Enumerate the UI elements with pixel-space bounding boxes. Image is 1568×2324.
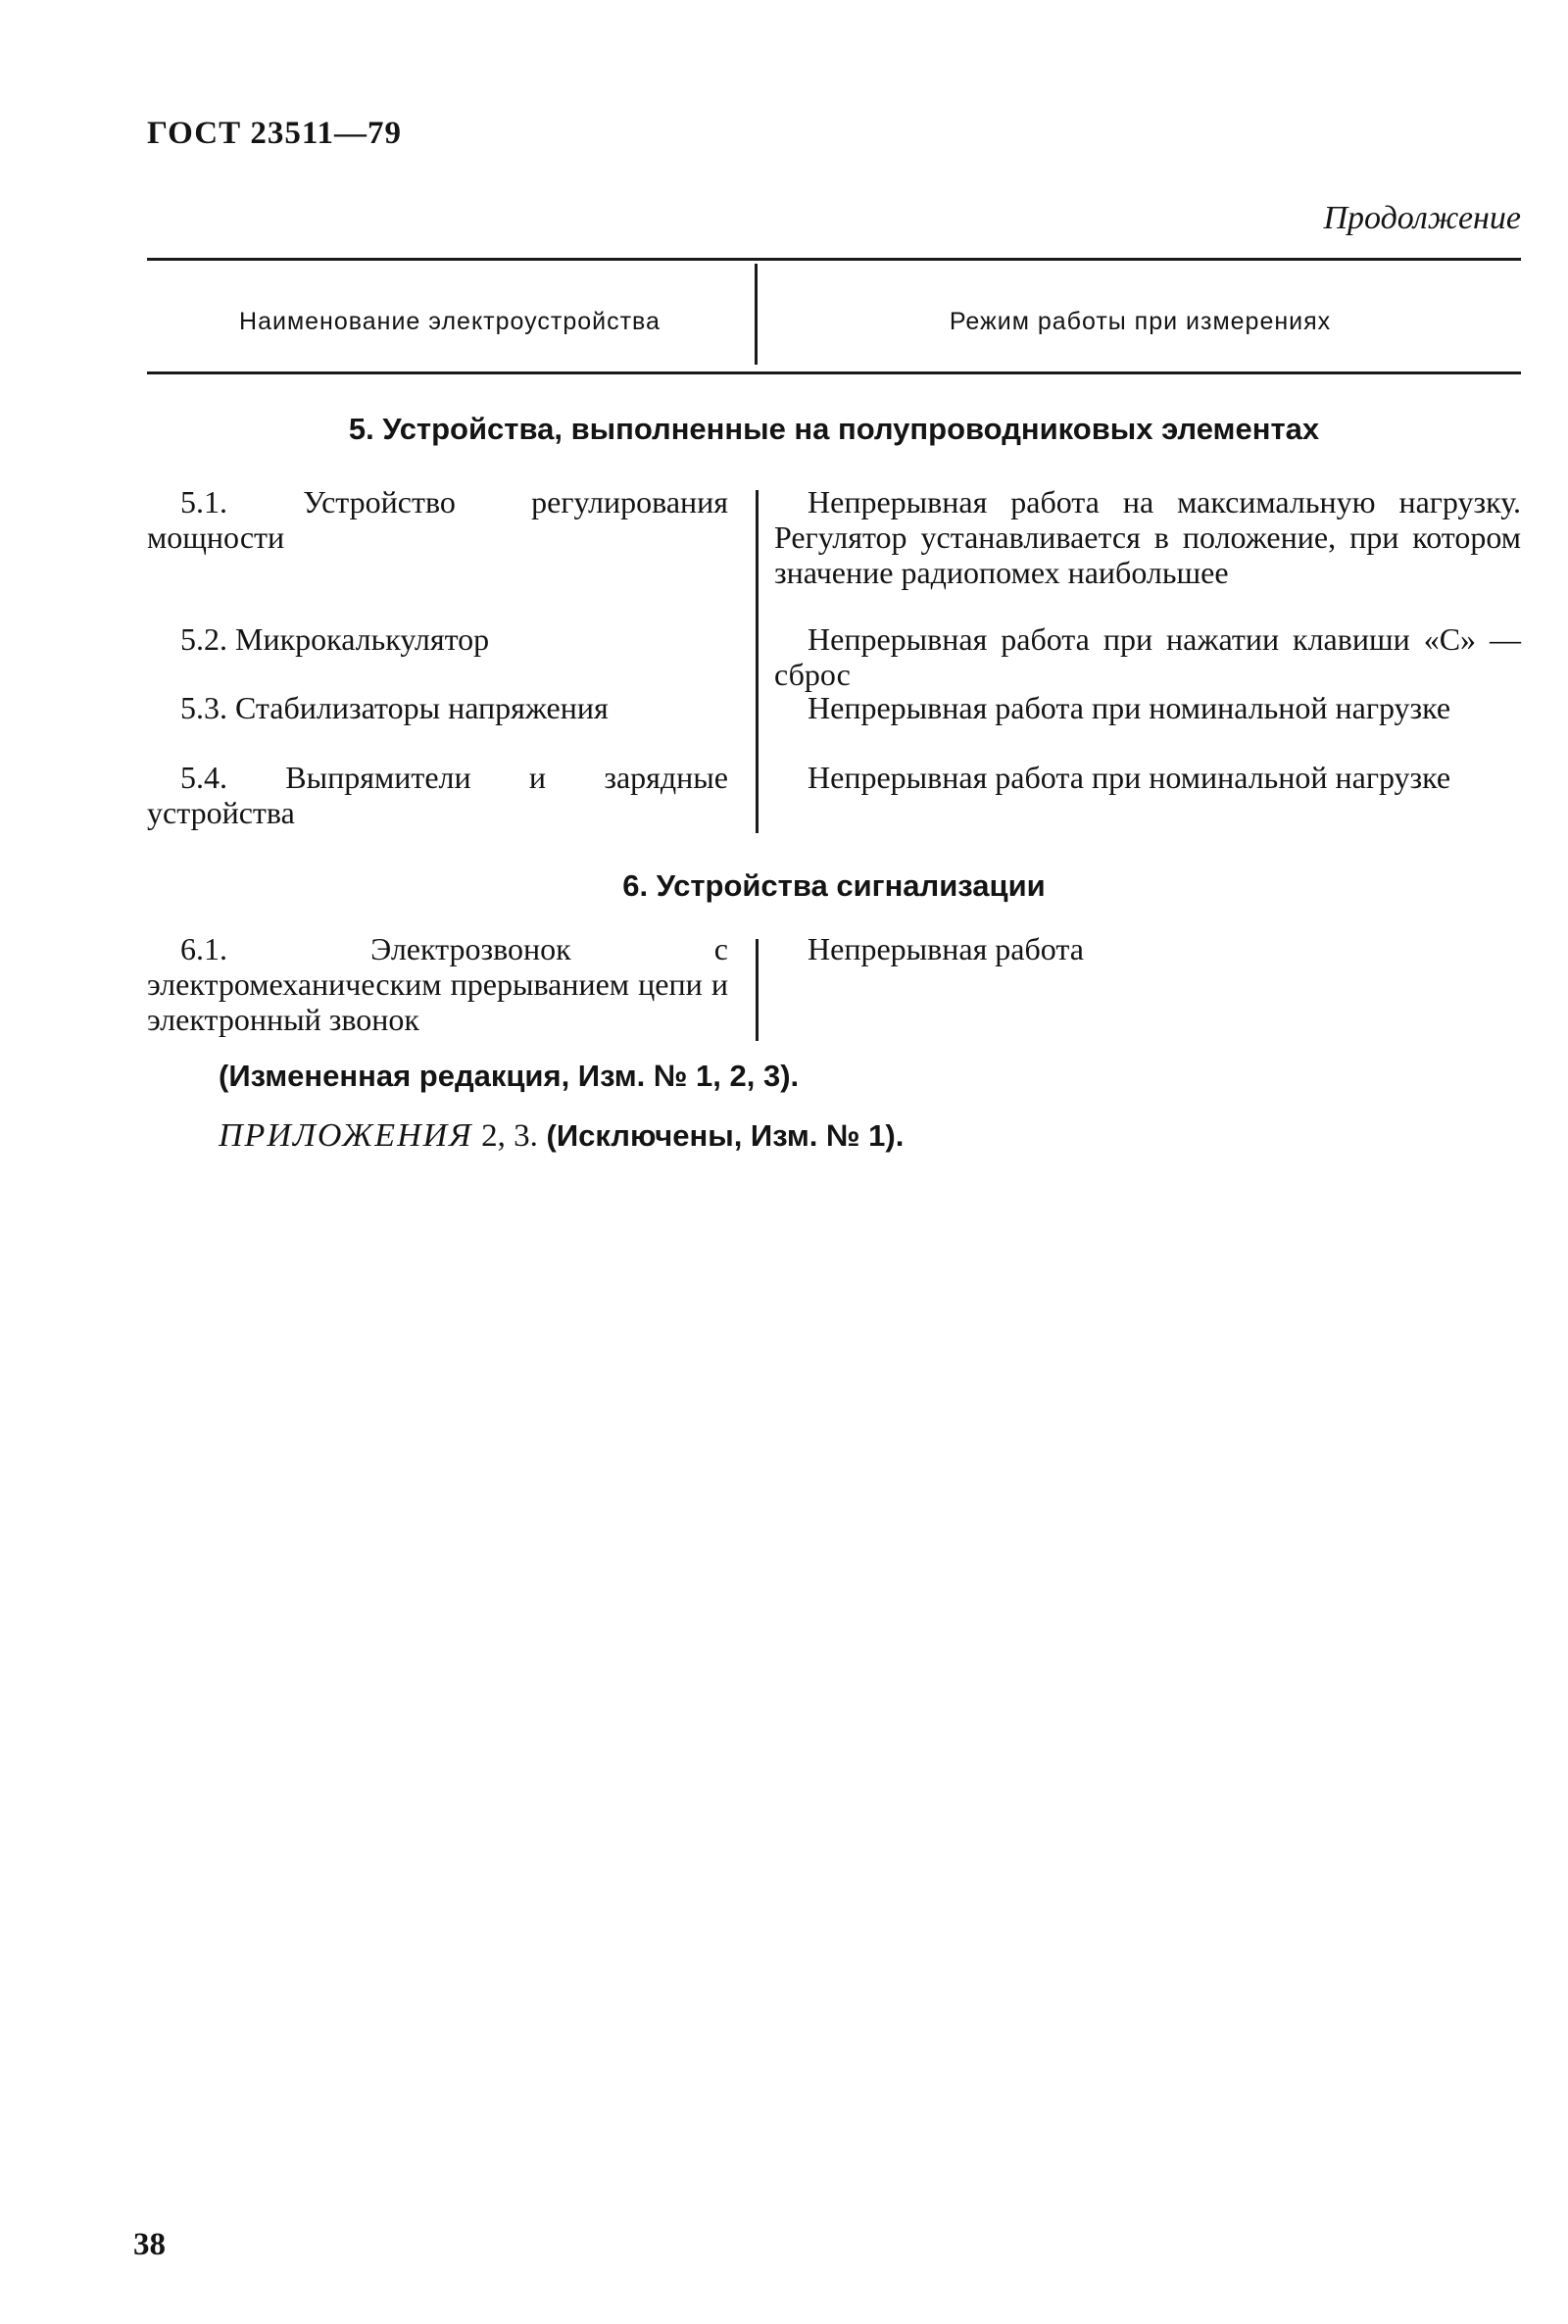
mode-cell: Непрерывная работа при номинальной нагрузке bbox=[808, 690, 1451, 725]
column-header-device: Наименование электроустройства bbox=[239, 308, 661, 335]
section-title: 5. Устройства, выполненные на полупроводниковых элементах bbox=[348, 412, 1320, 446]
mode-cell: Непрерывная работа при нажатии клавиши «С» — сброс bbox=[774, 621, 1521, 692]
device-cell: 5.4. Выпрямители и зарядные устройства bbox=[147, 760, 728, 830]
device-cell: 5.2. Микрокалькулятор bbox=[180, 621, 490, 657]
appendix-note bbox=[219, 1117, 904, 1155]
appendix-status: (Исключены, Изм. № 1). bbox=[546, 1118, 905, 1153]
mode-cell: Непрерывная работа при номинальной нагрузке bbox=[808, 760, 1451, 795]
appendix-numbers: 2, 3. bbox=[481, 1118, 538, 1154]
device-cell: 6.1. Электрозвонок с электромеханическим прерыванием цепи и электронный звонок bbox=[147, 931, 728, 1037]
column-header-mode: Режим работы при измерениях bbox=[949, 308, 1332, 335]
continuation-label: Продолжение bbox=[1323, 200, 1521, 236]
device-cell: 5.3. Стабилизаторы напряжения bbox=[180, 690, 609, 725]
table-top-rule bbox=[147, 258, 1521, 261]
document-code: ГОСТ 23511—79 bbox=[147, 116, 403, 151]
appendix-label: ПРИЛОЖЕНИЯ bbox=[219, 1117, 473, 1154]
revision-note: (Измененная редакция, Изм. № 1, 2, 3). bbox=[219, 1059, 800, 1093]
header-column-divider bbox=[755, 264, 758, 365]
mode-cell: Непрерывная работа bbox=[808, 931, 1084, 966]
column-divider bbox=[756, 939, 759, 1041]
mode-cell: Непрерывная работа на максимальную нагрузку. Регулятор устанавливается в положение, при котором значение радиопомех наибольшее bbox=[774, 484, 1521, 590]
column-divider bbox=[756, 490, 759, 833]
device-cell: 5.1. Устройство регулирования мощности bbox=[147, 484, 728, 555]
section-title: 6. Устройства сигнализации bbox=[622, 868, 1046, 903]
table-header-rule bbox=[147, 371, 1521, 374]
page-number: 38 bbox=[133, 2227, 166, 2262]
